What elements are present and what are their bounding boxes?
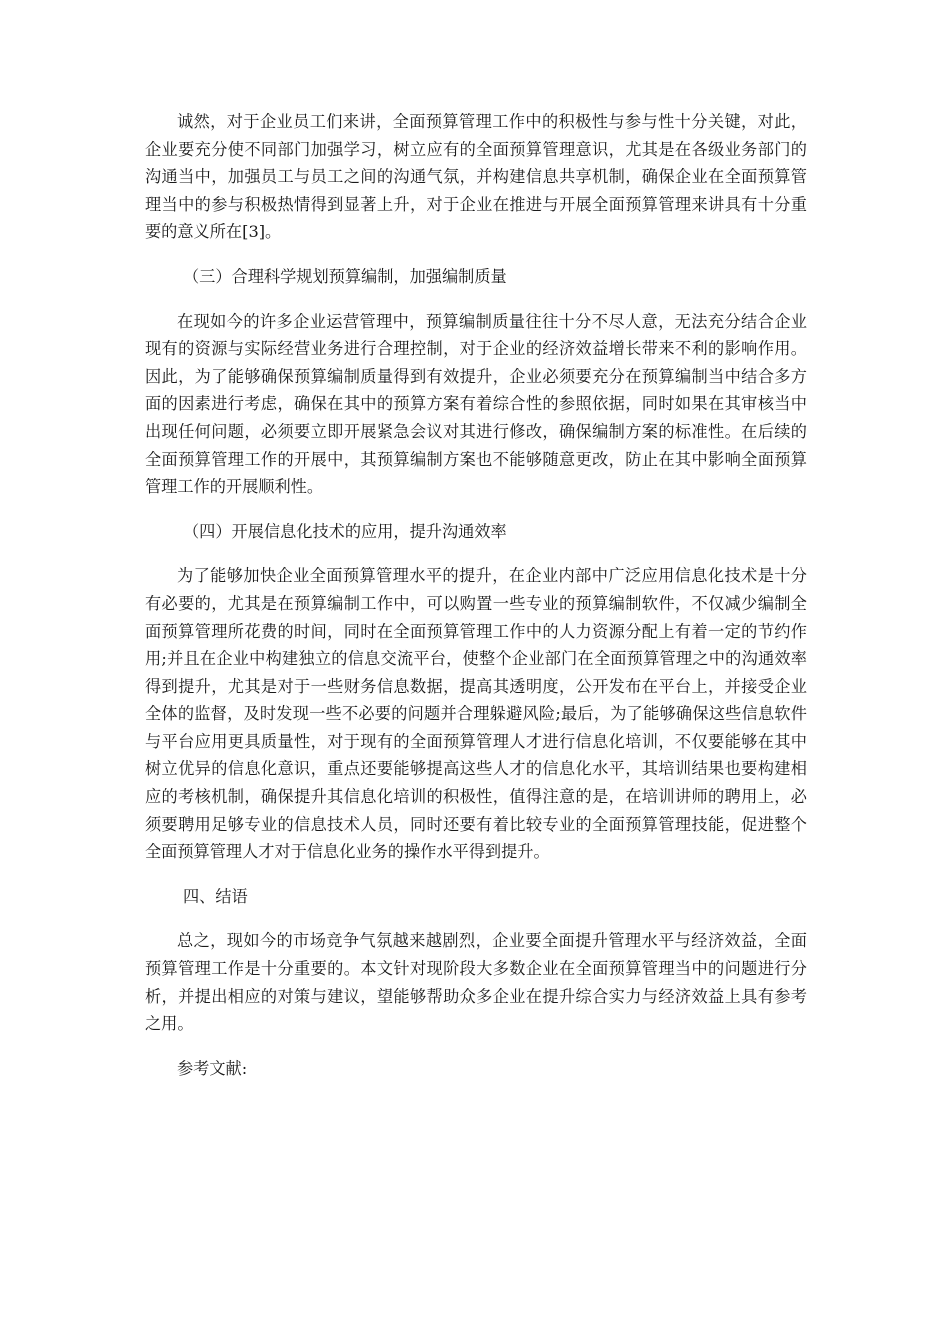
heading-budget-compilation: （三）合理科学规划预算编制，加强编制质量 <box>183 266 507 286</box>
heading-information-technology: （四）开展信息化技术的应用，提升沟通效率 <box>183 521 507 541</box>
references-label: 参考文献: <box>177 1058 248 1078</box>
paragraph-information-technology: 为了能够加快企业全面预算管理水平的提升，在企业内部中广泛应用信息化技术是十分有必要的，尤其是在预算编制工作中，可以购置一些专业的预算编制软件，不仅减少编制全面预算管理所花费的时间，同时在全面预算管理工作中的人力资源分配上有着一定的节约作用;并且在企业中构建独立的信息交流平台，使整个企业部门在全面预算管理之中的沟通效率得到提升，尤其是对于一些财务信息数据，提高其透明度，公开发布在平台上，并接受企业全体的监督，及时发现一些不必要的问题并合理躲避风险;最后，为了能够确保这些信息软件与平台应用更具质量性，对于现有的全面预算管理人才进行信息化培训，不仅要能够在其中树立优异的信息化意识，重点还要能够提高这些人才的信息化水平，其培训结果也要构建相应的考核机制，确保提升其信息化培训的积极性，值得注意的是，在培训讲师的聘用上，必须要聘用足够专业的信息技术人员，同时还要有着比较专业的全面预算管理技能，促进整个全面预算管理人才对于信息化业务的操作水平得到提升。 <box>145 566 807 862</box>
paragraph-budget-compilation: 在现如今的许多企业运营管理中，预算编制质量往往十分不尽人意，无法充分结合企业现有的资源与实际经营业务进行合理控制，对于企业的经济效益增长带来不利的影响作用。因此，为了能够确保预算编制质量得到有效提升，企业必须要充分在预算编制当中结合多方面的因素进行考虑，确保在其中的预算方案有着综合性的参照依据，同时如果在其审核当中出现任何问题，必须要立即开展紧急会议对其进行修改，确保编制方案的标准性。在后续的全面预算管理工作的开展中，其预算编制方案也不能够随意更改，防止在其中影响全面预算管理工作的开展顺利性。 <box>145 311 807 497</box>
document-page <box>145 108 807 1082</box>
paragraph-employee-participation: 诚然，对于企业员工们来讲，全面预算管理工作中的积极性与参与性十分关键，对此，企业要充分使不同部门加强学习，树立应有的全面预算管理意识，尤其是在各级业务部门的沟通当中，加强员工与员工之间的沟通气氛，并构建信息共享机制，确保企业在全面预算管理当中的参与积极热情得到显著上升，对于企业在推进与开展全面预算管理来讲具有十分重要的意义所在[3]。 <box>145 112 807 242</box>
heading-conclusion: 四、结语 <box>183 886 248 906</box>
paragraph-conclusion: 总之，现如今的市场竞争气氛越来越剧烈，企业要全面提升管理水平与经济效益，全面预算管理工作是十分重要的。本文针对现阶段大多数企业在全面预算管理当中的问题进行分析，并提出相应的对策与建议，望能够帮助众多企业在提升综合实力与经济效益上具有参考之用。 <box>145 931 807 1034</box>
